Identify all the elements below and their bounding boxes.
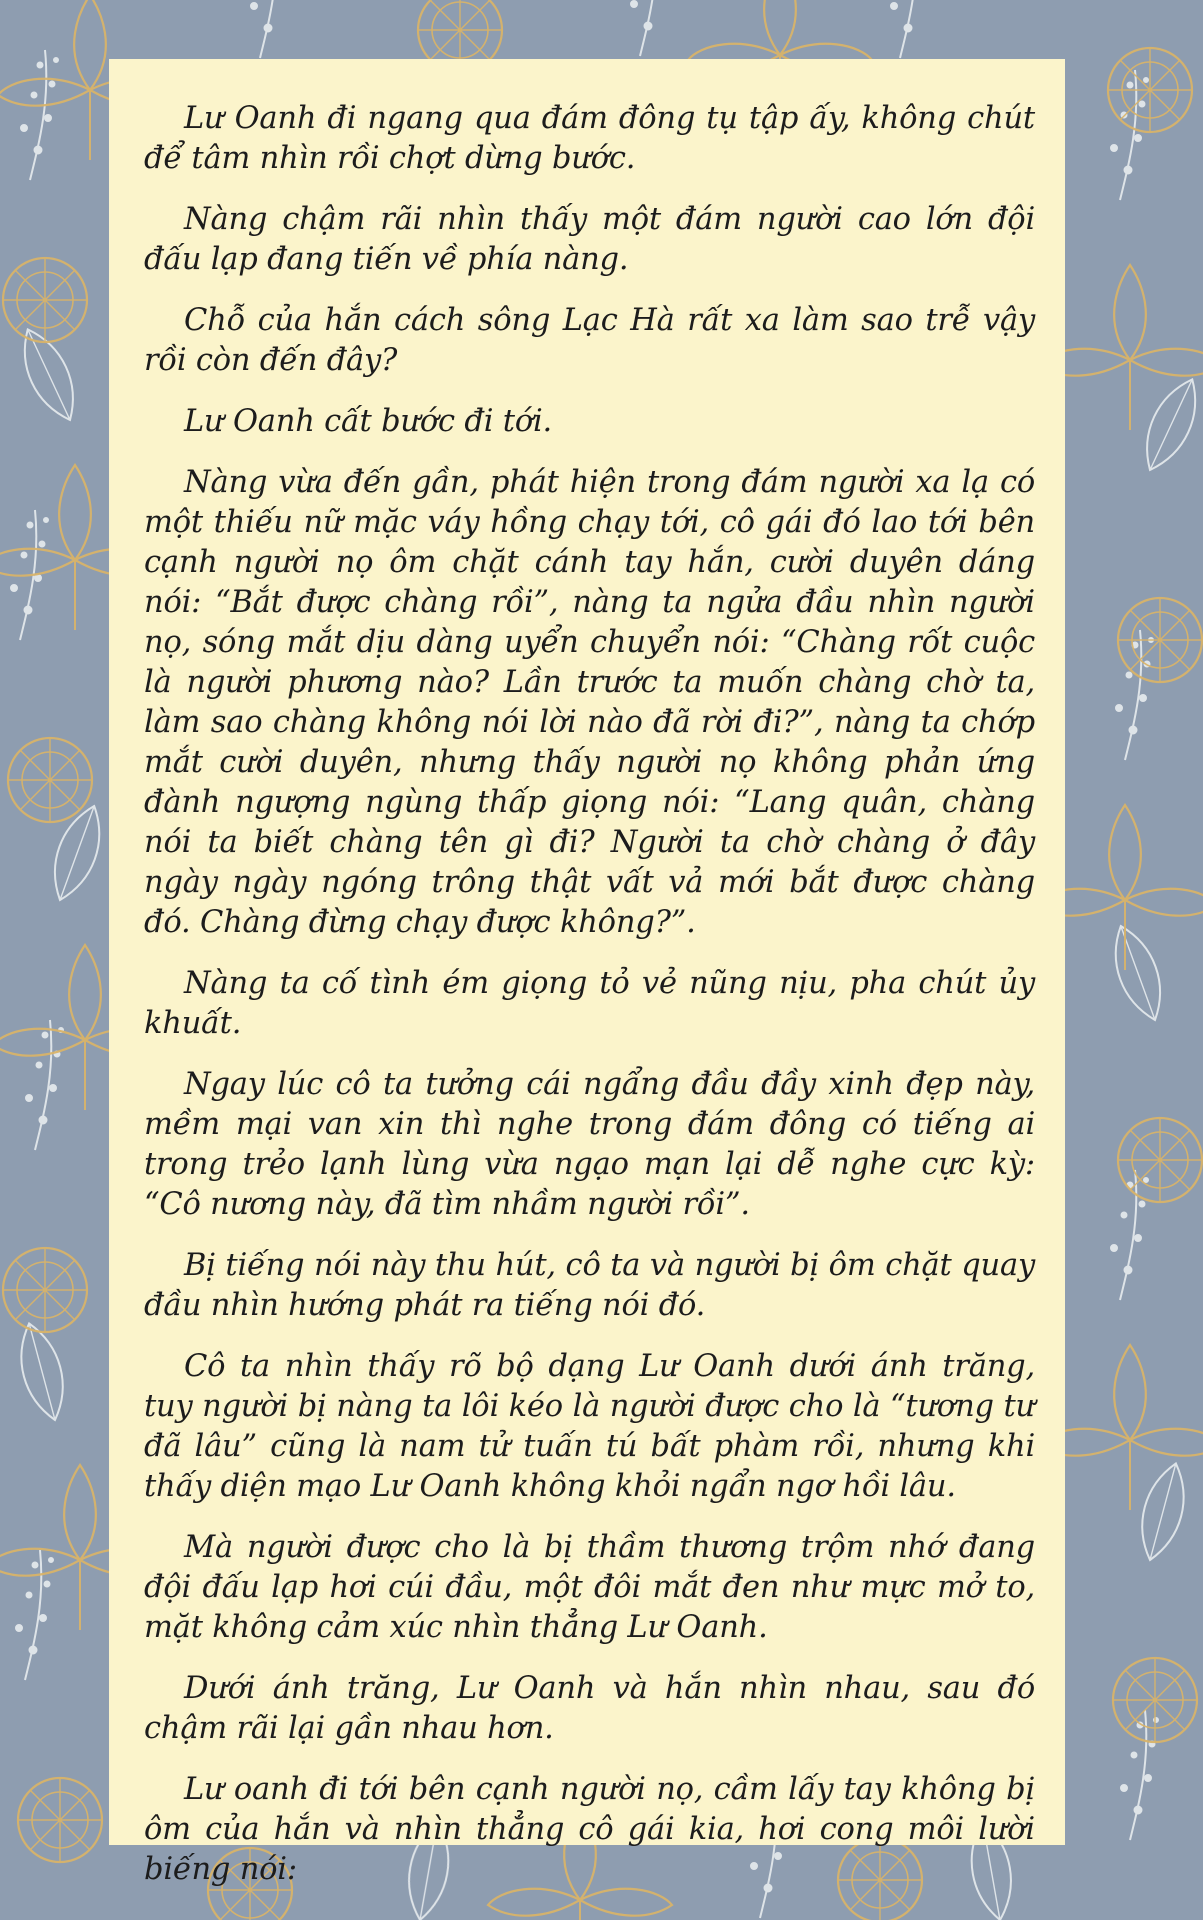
paragraph: Ngay lúc cô ta tưởng cái ngẩng đầu đầy xinh đẹp này, mềm mại van xin thì nghe trong đám đông có tiếng ai trong trẻo lạnh lùng vừa ngạo mạn lại dễ nghe cực kỳ: “Cô nương này, đã tìm nhầm người rồi”. bbox=[144, 1067, 1035, 1222]
paragraph: Lư Oanh đi ngang qua đám đông tụ tập ấy, không chút để tâm nhìn rồi chợt dừng bước. bbox=[144, 101, 1035, 176]
paragraph: Mà người được cho là bị thầm thương trộm nhớ đang đội đấu lạp hơi cúi đầu, một đôi mắt đen như mực mở to, mặt không cảm xúc nhìn thẳng Lư Oanh. bbox=[144, 1530, 1035, 1645]
paragraph: Lư oanh đi tới bên cạnh người nọ, cầm lấy tay không bị ôm của hắn và nhìn thẳng cô gái kia, hơi cong môi lười biếng nói: bbox=[144, 1772, 1035, 1887]
paragraph: Cô ta nhìn thấy rõ bộ dạng Lư Oanh dưới ánh trăng, tuy người bị nàng ta lôi kéo là người được cho là “tương tư đã lâu” cũng là nam tử tuấn tú bất phàm rồi, nhưng khi thấy diện mạo Lư Oanh không khỏi ngẩn ngơ hồi lâu. bbox=[144, 1349, 1035, 1504]
paragraph: Dưới ánh trăng, Lư Oanh và hắn nhìn nhau, sau đó chậm rãi lại gần nhau hơn. bbox=[144, 1671, 1035, 1746]
paragraph: Chỗ của hắn cách sông Lạc Hà rất xa làm sao trễ vậy rồi còn đến đây? bbox=[144, 303, 1035, 378]
paragraph: Bị tiếng nói này thu hút, cô ta và người bị ôm chặt quay đầu nhìn hướng phát ra tiếng nói đó. bbox=[144, 1248, 1035, 1323]
paragraph: Lư Oanh cất bước đi tới. bbox=[184, 404, 553, 439]
paragraph: Nàng vừa đến gần, phát hiện trong đám người xa lạ có một thiếu nữ mặc váy hồng chạy tới, cô gái đó lao tới bên cạnh người nọ ôm chặt cánh tay hắn, cười duyên dáng nói: “Bắt được chàng rồi”, nàng ta ngửa đầu nhìn người nọ, sóng mắt dịu dàng uyển chuyển nói: “Chàng rốt cuộc là người phương nào? Lần trước ta muốn chàng chờ ta, làm sao chàng không nói lời nào đã rời đi?”, nàng ta chớp mắt cười duyên, nhưng thấy người nọ không phản ứng đành ngượng ngùng thấp giọng nói: “Lang quân, chàng nói ta biết chàng tên gì đi? Người ta chờ chàng ở đây ngày ngày ngóng trông thật vất vả mới bắt được chàng đó. Chàng đừng chạy được không?”. bbox=[144, 465, 1035, 940]
paragraph: Nàng ta cố tình ém giọng tỏ vẻ nũng nịu, pha chút ủy khuất. bbox=[144, 966, 1035, 1041]
paragraph: Nàng chậm rãi nhìn thấy một đám người cao lớn đội đấu lạp đang tiến về phía nàng. bbox=[144, 202, 1035, 277]
text-page bbox=[109, 59, 1065, 1887]
